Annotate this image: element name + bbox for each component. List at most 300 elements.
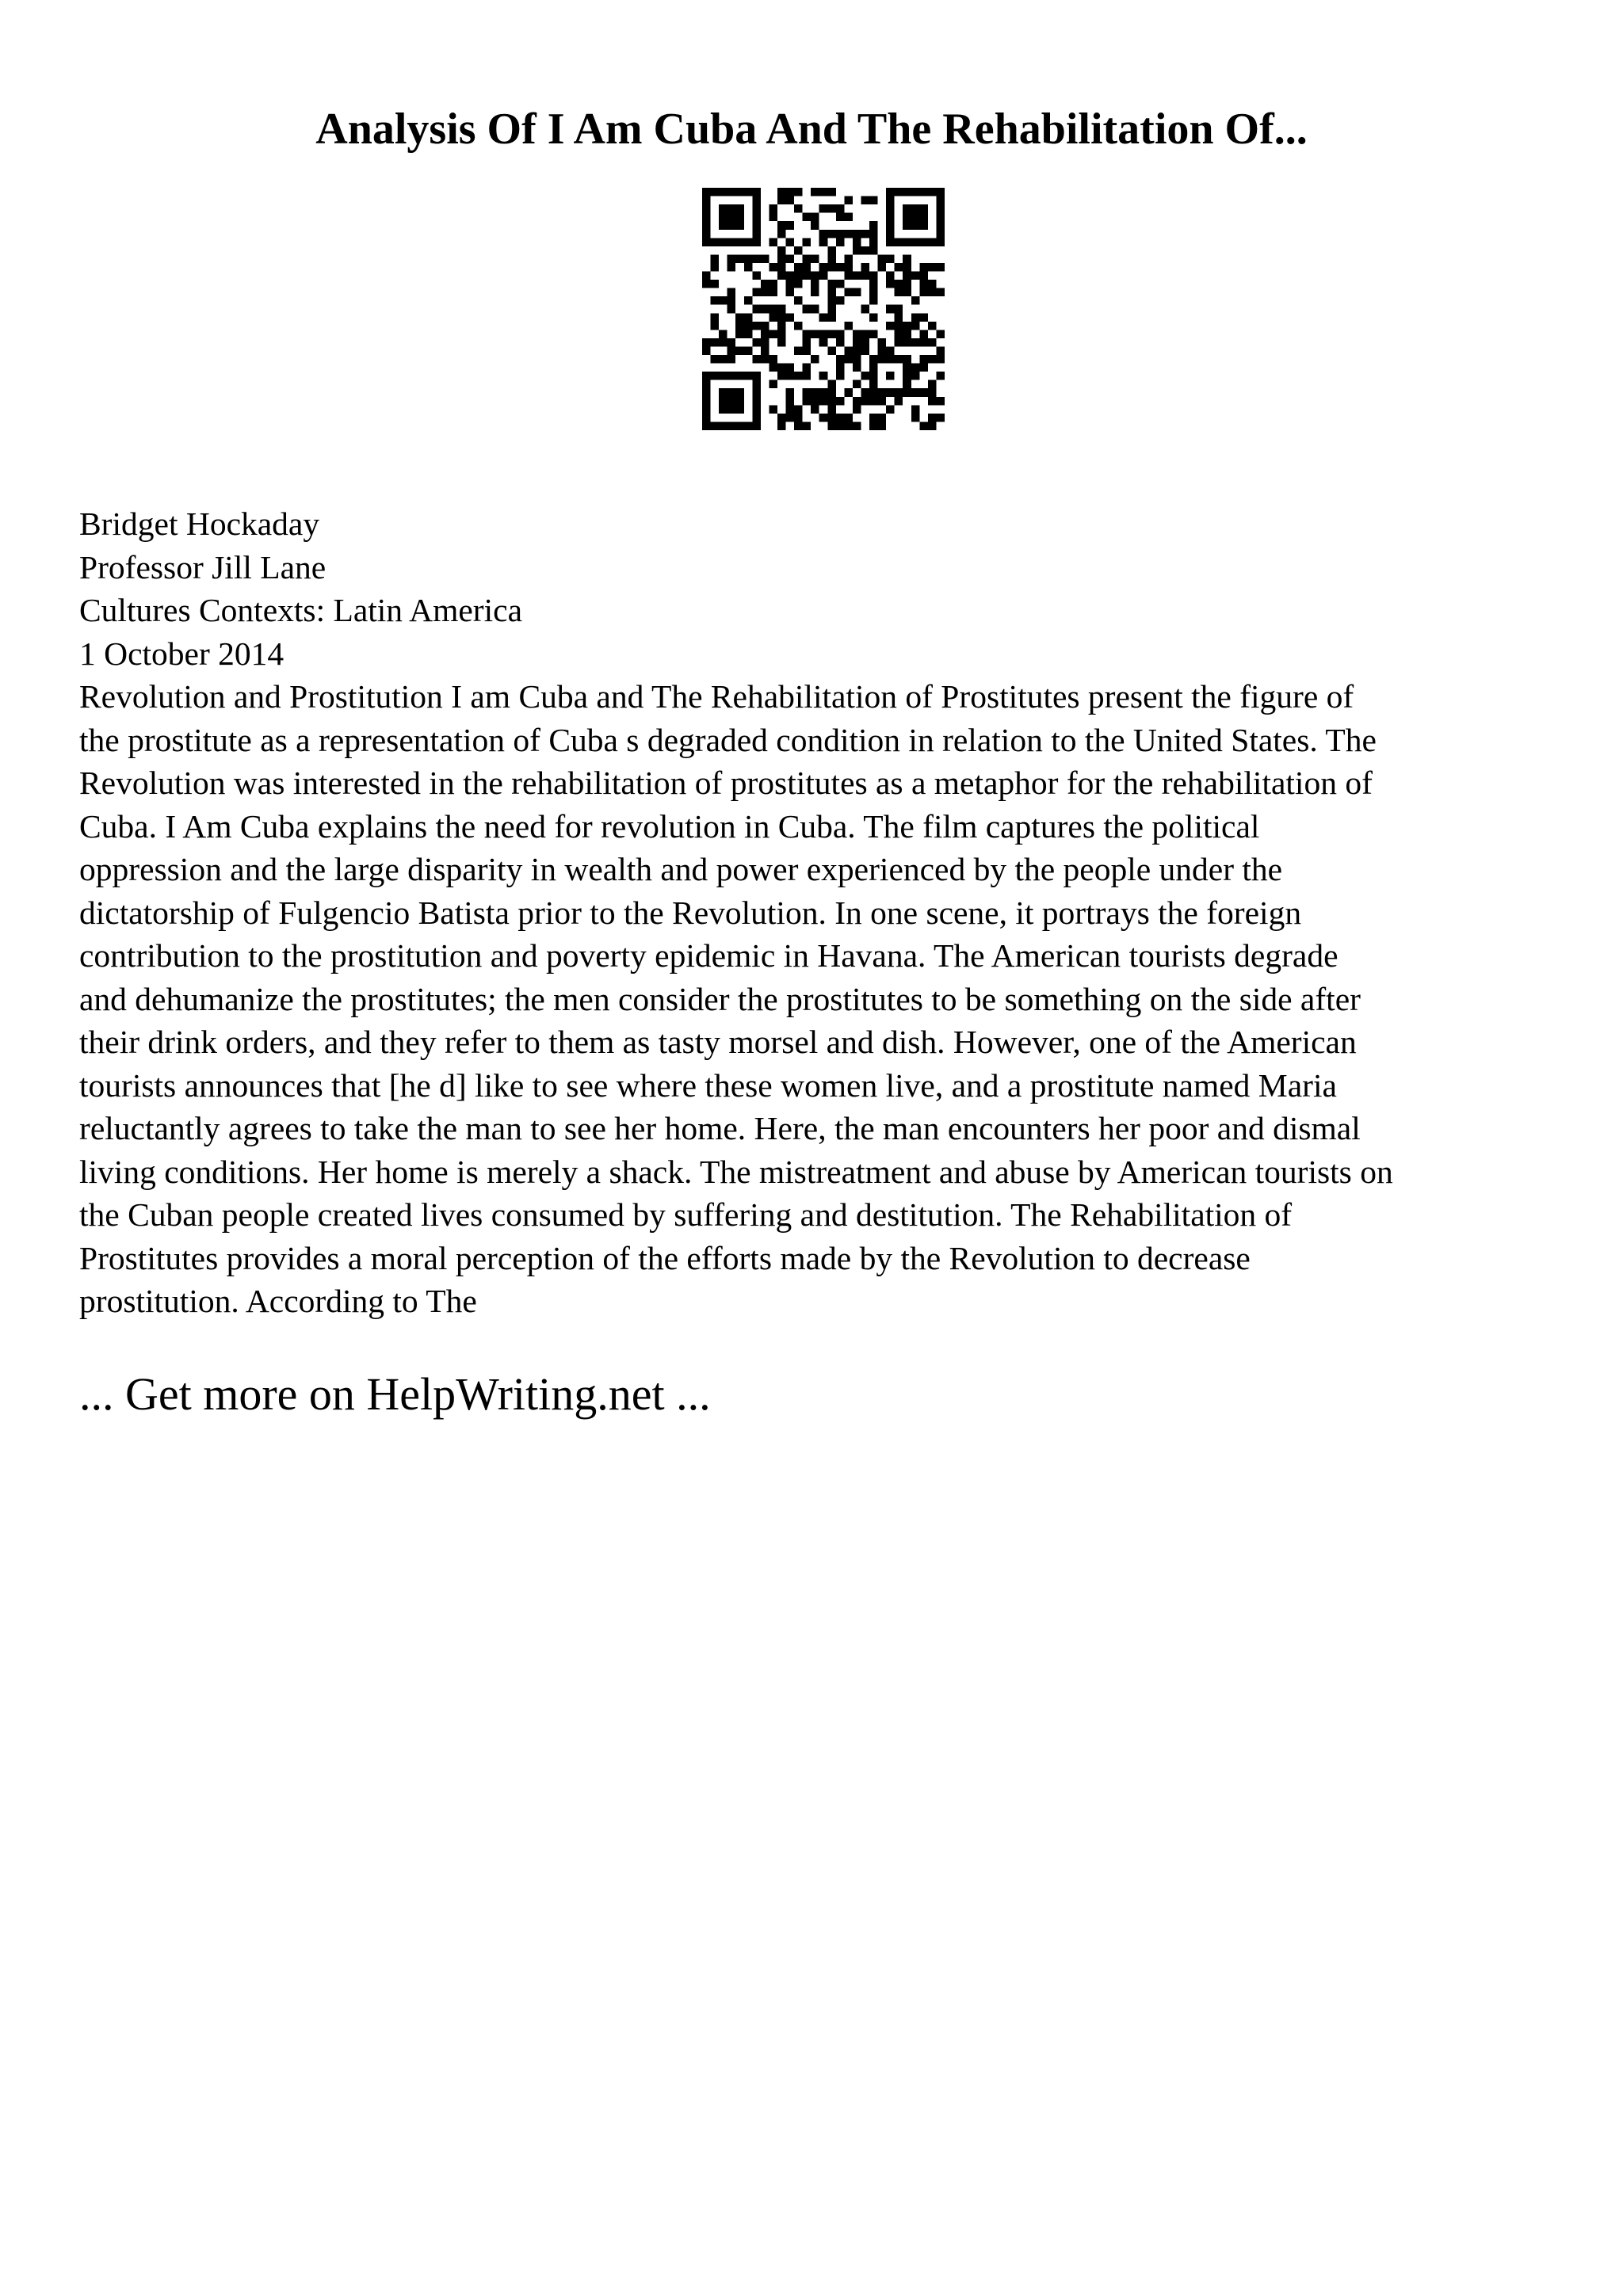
qr-module: [744, 372, 753, 380]
qr-module: [911, 238, 920, 246]
qr-module: [878, 421, 887, 430]
qr-module: [844, 272, 853, 280]
qr-module: [919, 263, 928, 272]
body-line: oppression and the large disparity in wealth and power experienced by the people under the: [79, 851, 1283, 887]
qr-module: [936, 238, 945, 246]
qr-module: [853, 246, 861, 255]
qr-module: [886, 322, 895, 330]
qr-module: [869, 313, 878, 322]
qr-module: [919, 188, 928, 196]
qr-module: [936, 414, 945, 422]
qr-module: [836, 296, 845, 305]
qr-module: [702, 238, 711, 246]
qr-module: [794, 188, 803, 196]
qr-module: [886, 238, 895, 246]
qr-module: [719, 330, 727, 338]
qr-module: [702, 188, 711, 196]
qr-module: [886, 230, 895, 238]
qr-module: [769, 405, 777, 414]
qr-module: [777, 364, 786, 372]
qr-module: [702, 280, 711, 288]
qr-module: [861, 305, 869, 314]
qr-module: [869, 246, 878, 255]
qr-module: [811, 280, 819, 288]
qr-module: [777, 305, 786, 314]
qr-module: [735, 421, 744, 430]
qr-module: [752, 414, 761, 422]
qr-module: [853, 364, 861, 372]
qr-module: [744, 313, 753, 322]
qr-module: [786, 196, 795, 205]
author-name: Bridget Hockaday: [79, 505, 320, 542]
qr-module: [919, 388, 928, 397]
qr-module: [735, 238, 744, 246]
qr-module: [752, 322, 761, 330]
qr-module: [827, 280, 836, 288]
qr-module: [811, 330, 819, 338]
qr-module: [844, 322, 853, 330]
qr-module: [861, 330, 869, 338]
qr-module: [794, 405, 803, 414]
qr-module: [735, 213, 744, 222]
qr-module: [702, 388, 711, 397]
qr-module: [886, 196, 895, 205]
qr-module: [794, 204, 803, 213]
qr-module: [702, 221, 711, 230]
qr-module: [735, 372, 744, 380]
qr-module: [886, 388, 895, 397]
qr-module: [827, 305, 836, 314]
qr-module: [903, 280, 911, 288]
qr-module: [844, 346, 853, 355]
qr-module: [744, 346, 753, 355]
qr-module: [919, 213, 928, 222]
qr-module: [735, 397, 744, 406]
document-date: 1 October 2014: [79, 635, 285, 672]
qr-module: [886, 188, 895, 196]
qr-module: [786, 364, 795, 372]
qr-module: [827, 204, 836, 213]
qr-module: [811, 188, 819, 196]
qr-module: [819, 238, 828, 246]
qr-module: [702, 372, 711, 380]
qr-module: [919, 355, 928, 364]
qr-module: [895, 263, 903, 272]
qr-module: [711, 338, 720, 347]
qr-module: [752, 421, 761, 430]
qr-module: [727, 204, 736, 213]
qr-module: [794, 272, 803, 280]
qr-module: [819, 330, 828, 338]
qr-module: [827, 405, 836, 414]
qr-module: [886, 204, 895, 213]
qr-module: [911, 414, 920, 422]
qr-module: [895, 355, 903, 364]
qr-module: [836, 364, 845, 372]
qr-module: [752, 372, 761, 380]
body-line: their drink orders, and they refer to them as tasty morsel and dish. However, one of the American: [79, 1024, 1357, 1060]
qr-module: [928, 238, 937, 246]
qr-module: [777, 421, 786, 430]
qr-module: [895, 338, 903, 347]
qr-module: [819, 414, 828, 422]
qr-module: [827, 296, 836, 305]
qr-module: [752, 405, 761, 414]
qr-module: [803, 263, 812, 272]
qr-module: [702, 230, 711, 238]
qr-module: [803, 338, 812, 347]
qr-module: [811, 288, 819, 297]
qr-module: [827, 397, 836, 406]
qr-module: [777, 263, 786, 272]
qr-module: [752, 221, 761, 230]
qr-module: [895, 238, 903, 246]
qr-module: [919, 364, 928, 372]
qr-module: [735, 188, 744, 196]
qr-module: [711, 263, 720, 272]
qr-module: [711, 372, 720, 380]
qr-module: [911, 221, 920, 230]
qr-module: [861, 272, 869, 280]
qr-module: [878, 397, 887, 406]
qr-module: [811, 254, 819, 263]
qr-module: [786, 405, 795, 414]
qr-module: [827, 346, 836, 355]
qr-module: [811, 272, 819, 280]
qr-module: [886, 405, 895, 414]
qr-module: [752, 288, 761, 297]
qr-module: [777, 372, 786, 380]
course-name: Cultures Contexts: Latin America: [79, 592, 522, 628]
get-more-link[interactable]: ... Get more on HelpWriting.net ...: [79, 1368, 711, 1420]
qr-module: [794, 346, 803, 355]
qr-module: [903, 288, 911, 297]
body-line: Revolution and Prostitution I am Cuba and The Rehabilitation of Prostitutes present the figure of: [79, 678, 1354, 715]
qr-module: [844, 414, 853, 422]
qr-module: [786, 238, 795, 246]
qr-module: [803, 397, 812, 406]
qr-module: [819, 338, 828, 347]
qr-module: [903, 254, 911, 263]
body-line: reluctantly agrees to take the man to see her home. Here, the man encounters her poor and dismal: [79, 1110, 1361, 1146]
qr-module: [936, 221, 945, 230]
qr-module: [844, 254, 853, 263]
qr-module: [928, 338, 937, 347]
qr-module: [911, 296, 920, 305]
qr-module: [769, 380, 777, 389]
qr-module: [853, 346, 861, 355]
qr-module: [719, 355, 727, 364]
qr-module: [869, 364, 878, 372]
qr-module: [903, 388, 911, 397]
qr-module: [895, 280, 903, 288]
qr-module: [869, 272, 878, 280]
qr-module: [794, 421, 803, 430]
qr-module: [861, 246, 869, 255]
qr-module: [911, 364, 920, 372]
qr-module: [744, 421, 753, 430]
body-line: and dehumanize the prostitutes; the men consider the prostitutes to be something on the side after: [79, 980, 1361, 1017]
qr-module: [836, 213, 845, 222]
qr-module: [811, 221, 819, 230]
qr-module: [769, 263, 777, 272]
qr-module: [878, 388, 887, 397]
qr-module: [761, 280, 769, 288]
qr-module: [769, 280, 777, 288]
qr-module: [853, 288, 861, 297]
qr-module: [794, 296, 803, 305]
qr-module: [769, 238, 777, 246]
qr-module: [786, 372, 795, 380]
qr-module: [911, 313, 920, 322]
qr-module: [827, 246, 836, 255]
qr-module: [735, 346, 744, 355]
qr-module: [928, 355, 937, 364]
qr-module: [777, 196, 786, 205]
qr-module: [853, 272, 861, 280]
qr-module: [777, 254, 786, 263]
qr-module: [719, 296, 727, 305]
document-body: [79, 502, 1569, 1323]
qr-module: [853, 380, 861, 389]
qr-module: [744, 263, 753, 272]
qr-module: [735, 388, 744, 397]
qr-module: [811, 405, 819, 414]
qr-module: [769, 305, 777, 314]
qr-module: [735, 313, 744, 322]
qr-module: [836, 238, 845, 246]
qr-module: [761, 305, 769, 314]
qr-module: [794, 263, 803, 272]
qr-module: [869, 221, 878, 230]
qr-module: [777, 338, 786, 347]
qr-module: [777, 188, 786, 196]
qr-code: [702, 188, 945, 430]
qr-module: [903, 330, 911, 338]
qr-module: [928, 380, 937, 389]
qr-module: [727, 405, 736, 414]
qr-module: [786, 221, 795, 230]
qr-module: [752, 388, 761, 397]
qr-module: [719, 221, 727, 230]
qr-module: [936, 204, 945, 213]
qr-module: [769, 364, 777, 372]
qr-module: [895, 313, 903, 322]
qr-module: [752, 188, 761, 196]
qr-module: [702, 346, 711, 355]
qr-module: [702, 338, 711, 347]
qr-module: [911, 188, 920, 196]
qr-module: [803, 388, 812, 397]
qr-module: [869, 288, 878, 297]
qr-module: [919, 288, 928, 297]
qr-module: [903, 238, 911, 246]
qr-module: [919, 238, 928, 246]
qr-module: [895, 188, 903, 196]
qr-module: [919, 272, 928, 280]
qr-module: [869, 421, 878, 430]
qr-module: [919, 421, 928, 430]
qr-module: [827, 380, 836, 389]
qr-module: [836, 372, 845, 380]
qr-module: [744, 322, 753, 330]
qr-module: [727, 346, 736, 355]
qr-module: [769, 204, 777, 213]
qr-module: [928, 421, 937, 430]
qr-module: [844, 196, 853, 205]
qr-module: [811, 397, 819, 406]
qr-module: [895, 305, 903, 314]
qr-module: [711, 238, 720, 246]
qr-module: [811, 355, 819, 364]
qr-module: [761, 288, 769, 297]
qr-module: [819, 397, 828, 406]
qr-module: [786, 188, 795, 196]
qr-module: [827, 288, 836, 297]
qr-module: [752, 380, 761, 389]
qr-module: [936, 196, 945, 205]
qr-module: [895, 288, 903, 297]
qr-module: [702, 405, 711, 414]
qr-module: [869, 414, 878, 422]
body-line: contribution to the prostitution and poverty epidemic in Havana. The American tourists degrade: [79, 937, 1338, 974]
qr-module: [769, 213, 777, 222]
qr-module: [936, 372, 945, 380]
qr-module: [769, 288, 777, 297]
qr-module: [819, 372, 828, 380]
qr-module: [786, 254, 795, 263]
qr-module: [727, 305, 736, 314]
qr-module: [761, 346, 769, 355]
qr-module: [911, 322, 920, 330]
qr-module: [861, 372, 869, 380]
qr-module: [827, 313, 836, 322]
qr-module: [827, 254, 836, 263]
qr-module: [878, 346, 887, 355]
qr-module: [919, 221, 928, 230]
qr-module: [702, 272, 711, 280]
qr-module: [936, 188, 945, 196]
qr-module: [836, 397, 845, 406]
body-line: dictatorship of Fulgencio Batista prior to the Revolution. In one scene, it portrays the foreign: [79, 894, 1302, 931]
qr-module: [903, 372, 911, 380]
body-line: the Cuban people created lives consumed by suffering and destitution. The Rehabilitation of: [79, 1196, 1293, 1233]
qr-module: [761, 254, 769, 263]
qr-module: [928, 280, 937, 288]
qr-module: [903, 213, 911, 222]
qr-module: [903, 338, 911, 347]
qr-module: [853, 397, 861, 406]
qr-module: [752, 305, 761, 314]
qr-module: [936, 288, 945, 297]
qr-module: [869, 238, 878, 246]
qr-module: [777, 414, 786, 422]
body-line: Revolution was interested in the rehabilitation of prostitutes as a metaphor for the rehabilitation of: [79, 765, 1373, 801]
qr-module: [827, 230, 836, 238]
qr-module: [886, 280, 895, 288]
qr-module: [861, 388, 869, 397]
qr-module: [886, 254, 895, 263]
qr-module: [861, 196, 869, 205]
qr-module: [853, 330, 861, 338]
qr-module: [911, 338, 920, 347]
qr-module: [803, 305, 812, 314]
qr-module: [744, 238, 753, 246]
qr-module: [844, 213, 853, 222]
qr-module: [895, 322, 903, 330]
qr-module: [903, 263, 911, 272]
qr-module: [727, 288, 736, 297]
qr-module: [711, 254, 720, 263]
qr-module: [911, 213, 920, 222]
qr-module: [752, 397, 761, 406]
qr-module: [719, 238, 727, 246]
qr-module: [744, 330, 753, 338]
document-title: Analysis Of I Am Cuba And The Rehabilitation Of...: [315, 105, 1308, 154]
qr-module: [936, 263, 945, 272]
qr-module: [811, 213, 819, 222]
qr-module: [886, 346, 895, 355]
qr-module: [853, 338, 861, 347]
qr-module: [919, 313, 928, 322]
qr-module: [719, 204, 727, 213]
qr-module: [895, 388, 903, 397]
qr-module: [903, 188, 911, 196]
qr-module: [861, 230, 869, 238]
qr-module: [777, 272, 786, 280]
qr-module: [719, 397, 727, 406]
body-line: prostitution. According to The: [79, 1283, 477, 1319]
qr-module: [711, 322, 720, 330]
qr-module: [869, 372, 878, 380]
qr-module: [803, 254, 812, 263]
qr-module: [702, 421, 711, 430]
qr-module: [761, 322, 769, 330]
qr-module: [903, 272, 911, 280]
qr-module: [836, 263, 845, 272]
qr-module: [886, 305, 895, 314]
qr-module: [786, 272, 795, 280]
qr-module: [702, 397, 711, 406]
qr-module: [752, 254, 761, 263]
qr-module: [819, 263, 828, 272]
qr-module: [861, 338, 869, 347]
qr-module: [903, 204, 911, 213]
qr-module: [869, 388, 878, 397]
qr-module: [903, 322, 911, 330]
qr-module: [786, 414, 795, 422]
qr-module: [711, 421, 720, 430]
qr-module: [903, 221, 911, 230]
qr-module: [761, 338, 769, 347]
qr-module: [777, 221, 786, 230]
qr-module: [869, 280, 878, 288]
qr-module: [928, 397, 937, 406]
qr-module: [928, 188, 937, 196]
qr-module: [786, 397, 795, 406]
qr-module: [936, 346, 945, 355]
qr-module: [744, 296, 753, 305]
qr-module: [711, 280, 720, 288]
qr-module: [869, 330, 878, 338]
qr-module: [803, 330, 812, 338]
qr-module: [803, 272, 812, 280]
qr-module: [836, 330, 845, 338]
qr-module: [735, 254, 744, 263]
qr-module: [819, 313, 828, 322]
body-line: the prostitute as a representation of Cuba s degraded condition in relation to the United States. The: [79, 721, 1377, 758]
qr-module: [819, 230, 828, 238]
